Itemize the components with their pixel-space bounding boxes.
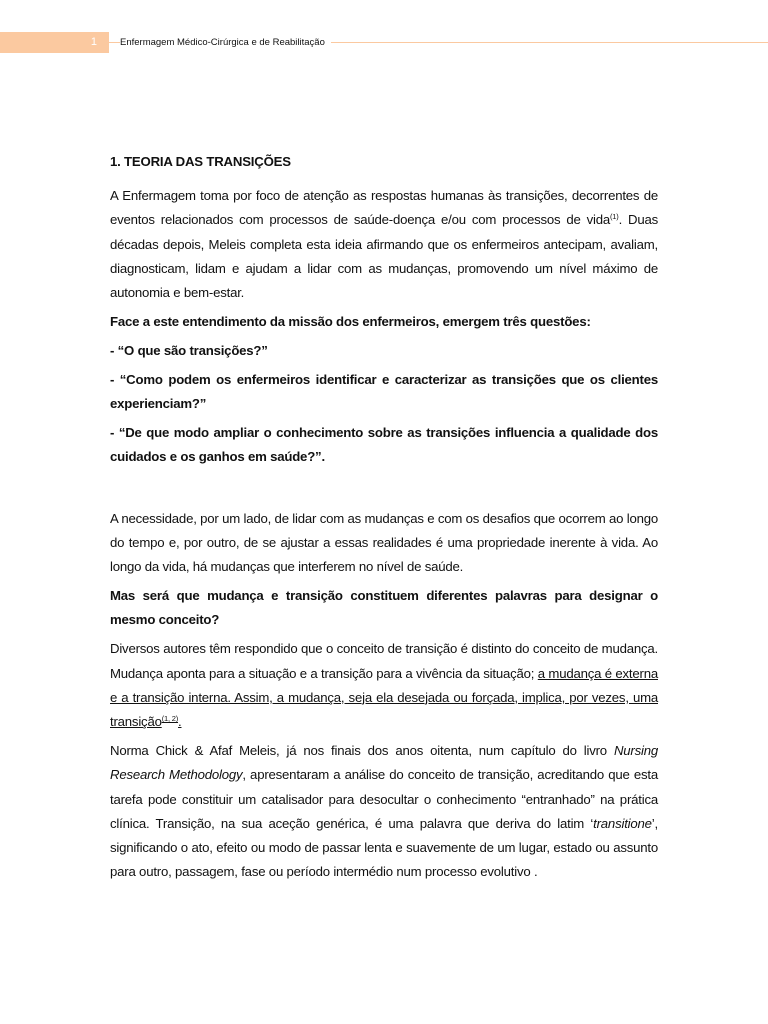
paragraph-chick-text-c: ’, significando o ato, efeito ou modo de passar lenta e suavemente de um lugar, estado ou assunto para outro, passagem, fase ou período intermédio num processo evolutivo .: [110, 815, 658, 880]
paragraph-necessity: A necessidade, por um lado, de lidar com as mudanças e com os desafios que ocorrem ao longo do tempo e, por outro, de se ajustar a essas realidades é uma propriedade inerente à vida. Ao longo da vida, há mudanças que interferem no nível de saúde.: [110, 510, 658, 575]
latin-term: transitione: [593, 815, 652, 831]
paragraph-intro-text: A Enfermagem toma por foco de atenção as respostas humanas às transições, decorrentes de eventos relacionados com processos de saúde-doença e/ou com processos de vida: [110, 188, 658, 228]
paragraph-gap: [110, 474, 658, 507]
question-3: - “De que modo ampliar o conhecimento sobre as transições influencia a qualidade dos cuidados e os ganhos em saúde?”.: [110, 424, 658, 464]
paragraph-chick-text-a: Norma Chick & Afaf Meleis, já nos finais dos anos oitenta, num capítulo do livro: [110, 742, 614, 758]
paragraph-question-concept: Mas será que mudança e transição constituem diferentes palavras para designar o mesmo conceito?: [110, 588, 658, 628]
citation-ref-2: (1, 2): [161, 714, 179, 724]
paragraph-questions-intro: Face a este entendimento da missão dos enfermeiros, emergem três questões:: [110, 313, 591, 329]
citation-ref: (1): [610, 212, 619, 222]
question-2: - “Como podem os enfermeiros identificar e caracterizar as transições que os clientes experienciam?”: [110, 371, 658, 411]
paragraph-intro-text-2: . Duas décadas depois, Meleis completa esta ideia afirmando que os enfermeiros antecipam, avaliam, diagnosticam, lidam e ajudam a lidar com as mudanças, promovendo um nível máximo de autonomia e bem-estar.: [110, 212, 658, 301]
paragraph-authors-text: Diversos autores têm respondido que o conceito de transição é distinto do conceito de mudança. Mudança aponta para a situação e a transição para a vivência da situação;: [110, 641, 658, 681]
running-title: Enfermagem Médico-Cirúrgica e de Reabilitação: [120, 36, 331, 49]
paragraph-chick-text-b: , apresentaram a análise do conceito de transição, acreditando que esta tarefa pode constituir um catalisador para desocultar o conhecimento “entranhado” na prática clínica. Transição, na sua aceção genérica, é uma palavra que deriva do latim ‘: [110, 767, 658, 831]
paragraph-intro: [110, 184, 658, 305]
page-header: [0, 32, 768, 53]
section-title: 1. TEORIA DAS TRANSIÇÕES: [110, 154, 291, 169]
question-1: - “O que são transições?”: [110, 342, 268, 358]
book-title: Nursing Research Methodology: [110, 742, 658, 783]
paragraph-authors: [110, 637, 658, 734]
paragraph-chick-meleis: [110, 739, 658, 885]
underlined-period: .: [178, 714, 182, 730]
page-number: 1: [0, 32, 109, 53]
underlined-statement: a mudança é externa e a transição interna. Assim, a mudança, seja ela desejada ou forçada, implica, por vezes, uma transição: [110, 665, 658, 730]
document-body: [110, 150, 658, 889]
